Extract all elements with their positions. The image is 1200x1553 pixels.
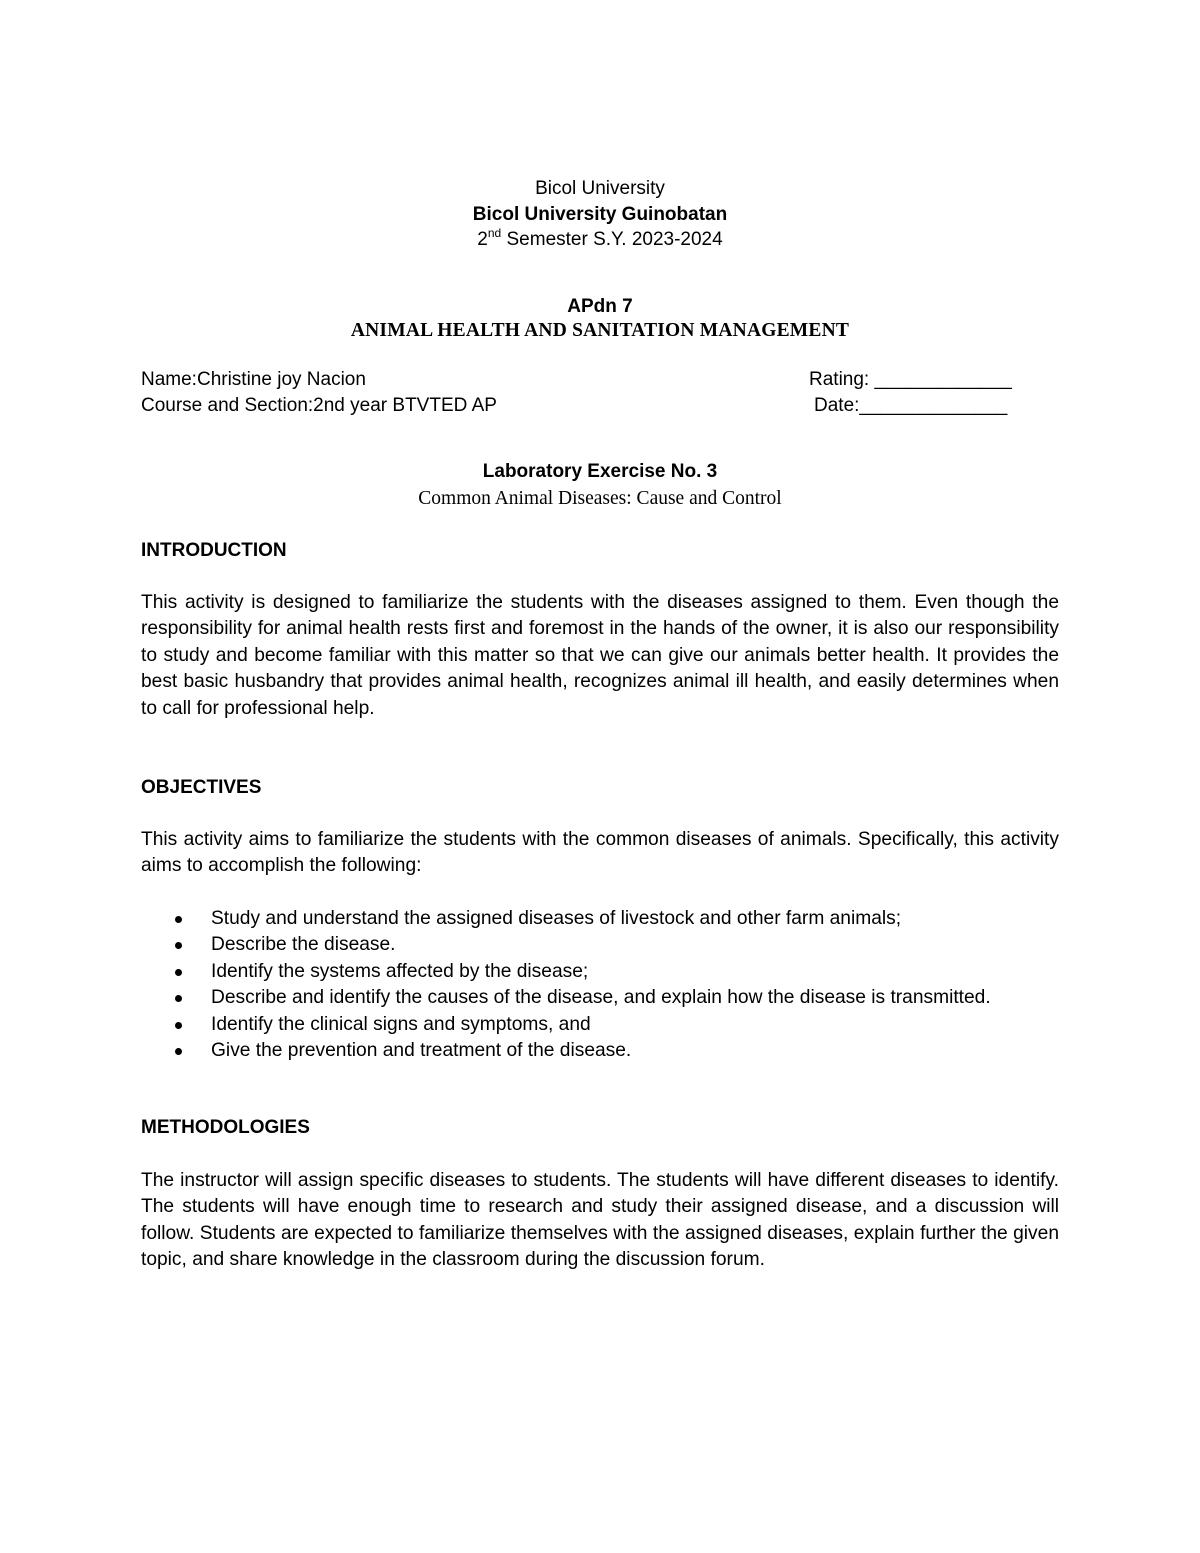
list-item [141,932,1059,958]
list-item-text: Give the prevention and treatment of the disease. [211,1040,632,1062]
date-label: Date: [814,395,860,416]
semester-number: 2 [477,229,488,250]
methodologies-heading: METHODOLOGIES [141,1117,310,1138]
campus-name: Bicol University Guinobatan [472,204,728,225]
name-value: Christine joy Nacion [196,369,366,390]
exercise-title: Laboratory Exercise No. 3 [482,461,718,482]
date-field [814,395,1007,417]
list-item-text: Describe and identify the causes of the disease, and explain how the disease is transmitted. [211,987,991,1009]
name-label: Name: [141,369,197,390]
list-item-text: Identify the systems affected by the disease; [211,960,589,982]
rating-field [809,369,1012,391]
introduction-heading: INTRODUCTION [141,540,287,561]
list-item [141,959,1059,985]
methodologies-text: The instructor will assign specific diseases to students. The students will have different diseases to identify. The students will have enough time to research and study their assigned disease, and a discussion will follow. Students are expected to familiarize themselves with the assigned diseases, explain further the given topic, and share knowledge in the classroom during the discussion forum. [141,1170,1059,1271]
objectives-list [141,906,1059,1064]
course-section-label: Course and Section: [141,395,314,416]
list-item [141,1012,1059,1038]
course-section-value: 2nd year BTVTED AP [313,395,497,416]
list-item-text: Study and understand the assigned diseases of livestock and other farm animals; [211,908,902,929]
semester-ordinal-suffix: nd [487,225,502,240]
bullet-icon [175,916,182,923]
bullet-icon [175,995,182,1002]
rating-blank: _____________ [874,369,1012,390]
date-blank: ______________ [859,395,1008,416]
rating-label: Rating: [809,369,875,390]
bullet-icon [175,942,182,949]
list-item-text: Identify the clinical signs and symptoms, and [211,1013,591,1035]
bullet-icon [175,969,182,976]
introduction-text: This activity is designed to familiarize the students with the diseases assigned to them. Even though the responsibility for animal health rests first and foremost in the hands of the owner, it is also our responsibility to study and become familiar with this matter so that we can give our animals better health. It provides the best basic husbandry that provides animal health, recognizes animal ill health, and easily determines when to call for professional help. [141,592,1059,719]
exercise-subtitle: Common Animal Diseases: Cause and Control [418,488,782,509]
course-code: APdn 7 [567,296,633,317]
name-field [141,369,366,391]
bullet-icon [175,1048,182,1055]
course-title: ANIMAL HEALTH AND SANITATION MANAGEMENT [350,320,850,341]
list-item [141,1038,1059,1064]
list-item-text: Describe the disease. [211,934,396,956]
course-section-field [141,395,497,417]
semester-line [0,225,1200,251]
semester-text: Semester S.Y. 2023-2024 [501,229,723,250]
list-item [141,906,1059,932]
objectives-heading: OBJECTIVES [141,777,262,798]
bullet-icon [175,1022,182,1029]
university-name: Bicol University [535,178,665,199]
list-item [141,985,1059,1011]
objectives-text: This activity aims to familiarize the students with the common diseases of animals. Specifically, this activity aims to accomplish the following: [141,829,1059,877]
